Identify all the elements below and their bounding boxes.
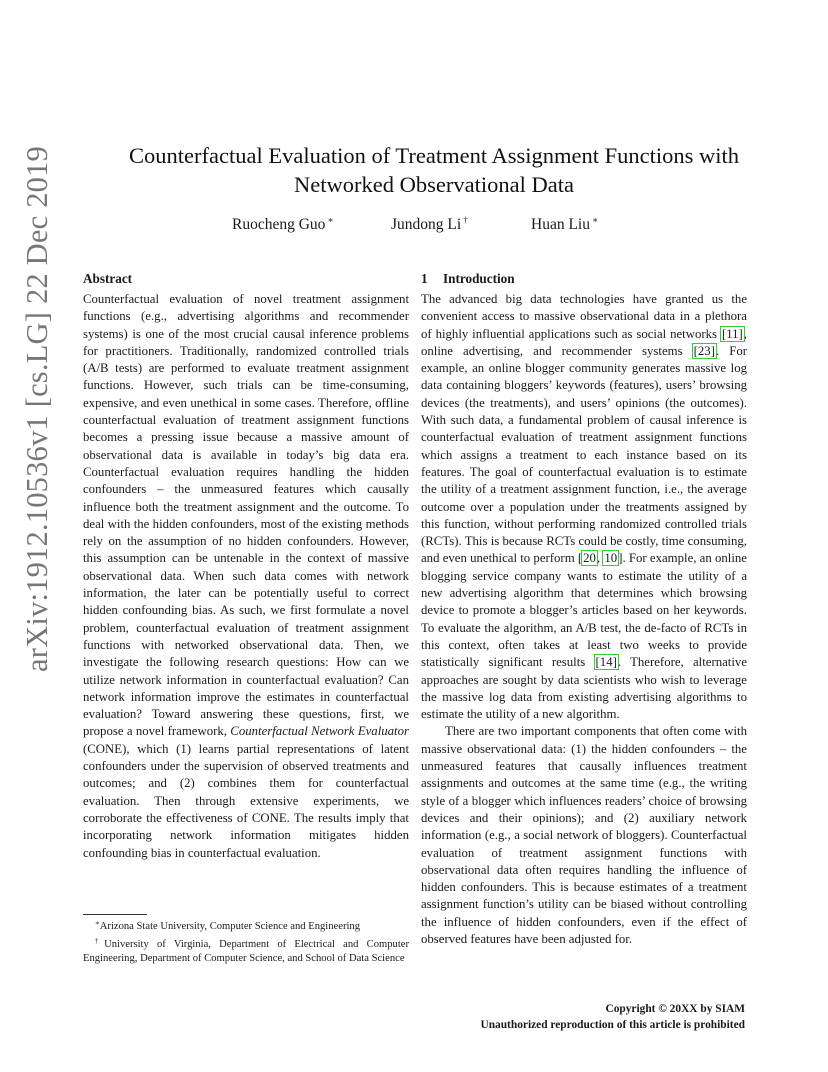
citation-link[interactable]: [23] bbox=[693, 343, 715, 358]
introduction-body bbox=[421, 291, 747, 948]
author-3 bbox=[531, 215, 598, 234]
reproduction-notice: Unauthorized reproduction of this article is prohibited bbox=[480, 1018, 745, 1031]
footnote-rule bbox=[83, 914, 147, 915]
paper-title-line-1: Counterfactual Evaluation of Treatment Assignment Functions with bbox=[129, 143, 739, 168]
citation-link[interactable]: [14] bbox=[595, 655, 617, 670]
footnote-1 bbox=[83, 916, 409, 934]
footnote-text: Arizona State University, Computer Science and Engineering bbox=[99, 921, 361, 932]
framework-name: Counterfactual Network Evaluator bbox=[230, 724, 409, 739]
footnote-2 bbox=[83, 934, 409, 966]
author-name: Huan Liu bbox=[531, 216, 590, 233]
section-number: 1 bbox=[421, 271, 428, 286]
intro-text: . For example, an online blogger community generates massive log data containing bloggers’ keywords (features), users’ browsing devices (the treatments), and users’ opinions (the outcomes). With such data, a fundamental problem of causal inference is counterfactual evaluation of treatment assignment functions which assigns a treatment to each instance based on its features. The goal of counterfactual evaluation is to estimate the utility of a treatment assignment function, i.e., the average outcome over a population under the treatments assigned by this function, without performing randomized controlled trials (RCTs). This is because RCTs could be costly, time consuming, and even unethical to perform bbox=[421, 343, 747, 566]
introduction-paragraph-2: There are two important components that often come with massive observational data: (1) the hidden confounders – the unmeasured features that causally influences treatment assignments and outcomes at the same time (e.g., the writing style of a blogger which influences readers’ choice of browsing devices and their opinions); and (2) auxiliary network information (e.g., a social network of bloggers). Counterfactual evaluation of treatment assignment functions with observational data often requires handling the influence of hidden confounders. This is because estimates of a treatment assignment function’s utility can be biased without controlling the influence of hidden confounders, even if the effect of observed features have been adjusted for. bbox=[421, 724, 747, 946]
abstract-text-part-1: Counterfactual evaluation of novel treatment assignment functions (e.g., advertising algorithms and recommender systems) is one of the most crucial causal inference problems for practitioners. Traditionally, randomized controlled trials (A/B tests) are performed to evaluate treatment assignment functions. However, such trials can be time-consuming, expensive, and even unethical in some cases. Therefore, offline counterfactual evaluation of treatment assignment functions becomes a pressing issue because a massive amount of observational data is available in today’s big data era. Counterfactual evaluation requires handling the hidden confounders – the unmeasured features which causally influence both the treatment assignment and the outcome. To deal with the hidden confounders, most of the existing methods rely on the assumption of no hidden confounders. However, this assumption can be untenable in the context of massive observational data. When such data comes with network information, the later can be potentially useful to correct hidden confounding bias. As such, we first formulate a novel problem, counterfactual evaluation of treatment assignment functions with networked observational data. Then, we investigate the following research questions: How can we utilize network information in counterfactual evaluation? Can network information improve the estimates in counterfactual evaluation? Toward answering these questions, first, we propose a novel framework, bbox=[83, 292, 409, 739]
abstract-text-part-2: (CONE), which (1) learns partial representations of latent confounders under the supervision of observed treatments and outcomes; and (2) combines them for counterfactual evaluation. Then through extensive experiments, we corroborate the effectiveness of CONE. The results imply that incorporating network information mitigates hidden confounding bias in counterfactual evaluation. bbox=[83, 741, 409, 860]
intro-text: The advanced big data technologies have granted us the convenient access to massive observational data in a plethora of highly influential applications such as social networks bbox=[421, 292, 747, 341]
intro-text: . For example, an online blogging service company wants to estimate the utility of a new advertising algorithm that determines which browsing device to promote a blogger’s articles based on her keywords. To evaluate the algorithm, an A/B test, the de-facto of RCTs in this context, often takes at least two weeks to provide statistically significant results bbox=[421, 551, 747, 670]
footnote-mark: † bbox=[95, 937, 105, 946]
author-name: Jundong Li bbox=[391, 216, 462, 233]
arxiv-identifier-stamp: arXiv:1912.10536v1 [cs.LG] 22 Dec 2019 bbox=[20, 146, 54, 672]
author-name: Ruocheng Guo bbox=[232, 216, 326, 233]
author-affiliation-mark: † bbox=[463, 215, 468, 225]
citation-link[interactable]: 20 bbox=[583, 551, 596, 566]
author-affiliation-mark: ∗ bbox=[591, 215, 599, 225]
intro-text: , online advertising, and recommender systems bbox=[421, 326, 747, 358]
introduction-heading bbox=[421, 271, 515, 287]
section-title: Introduction bbox=[443, 271, 515, 286]
footnote-text: University of Virginia, Department of Electrical and Computer Engineering, Department of Computer Science, and School of Data Science bbox=[83, 939, 409, 965]
intro-text: . Therefore, alternative approaches are sought by data scientists who wish to leverage the massive log data from existing advertising algorithms to estimate the utility of a new algorithm. bbox=[421, 655, 747, 722]
author-2 bbox=[391, 215, 468, 234]
copyright-notice bbox=[480, 1002, 745, 1033]
copyright-line: Copyright © 20XX by SIAM bbox=[605, 1003, 745, 1015]
footnotes bbox=[83, 916, 409, 967]
citation-link[interactable]: 10 bbox=[604, 551, 618, 566]
abstract-body bbox=[83, 291, 409, 862]
footnote-mark: ∗ bbox=[95, 919, 100, 927]
author-1 bbox=[232, 215, 334, 234]
paper-title-line-2: Networked Observational Data bbox=[294, 172, 574, 197]
introduction-paragraph-1: The advanced big data technologies have granted us the convenient access to massive observational data in a plethora of highly influential applications such as social networks [11], online advertising, and recommender systems [23]. For example, an online blogger community generates massive log data containing bloggers’ keywords (features), users’ browsing devices (the treatments), and users’ opinions (the outcomes). With such data, a fundamental problem of causal inference is counterfactual evaluation of treatment assignment functions which assigns a treatment to each instance based on its features. The goal of counterfactual evaluation is to estimate the utility of a treatment assignment function, i.e., the average outcome over a population under the treatments assigned by this function, without performing randomized controlled trials (RCTs). This is because RCTs could be costly, time consuming, and even unethical to perform [20, 10]. For example, an online blogging service company wants to estimate the utility of a new advertising algorithm that determines which browsing device to promote a blogger’s articles based on her keywords. To evaluate the algorithm, an A/B test, the de-facto of RCTs in this context, often takes at least two weeks to provide statistically significant results [14]. Therefore, alternative approaches are sought by data scientists who wish to leverage the massive log data from existing advertising algorithms to estimate the utility of a new algorithm. bbox=[421, 292, 747, 722]
abstract-heading: Abstract bbox=[83, 271, 133, 286]
citation-link[interactable]: [11] bbox=[721, 326, 743, 341]
author-affiliation-mark: ∗ bbox=[327, 215, 334, 225]
